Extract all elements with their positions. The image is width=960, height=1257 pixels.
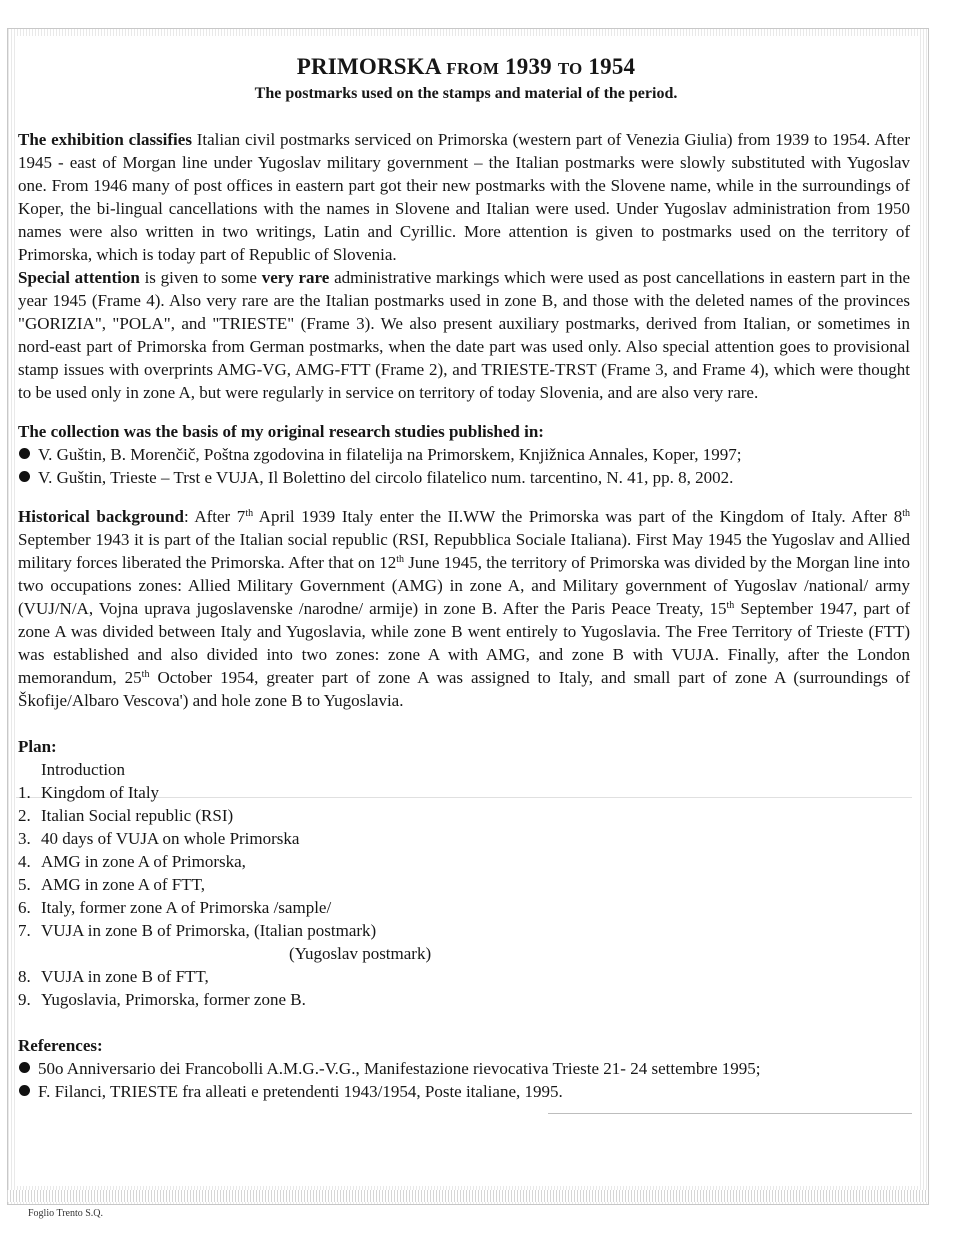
references-divider bbox=[548, 1113, 912, 1114]
plan-item: 3. 40 days of VUJA on whole Primorska bbox=[18, 829, 300, 848]
intro-paragraph: The exhibition classifies Italian civil postmarks serviced on Primorska (western part of Venezia Giulia) from 1939 to 1954. After 1945 - east of Morgan line under Yugoslav military government – the Italian postmarks were slowly substituted with Yugoslav one. From 1946 many of post offices in eastern part got their new postmarks with the Slovene name, while in the surroundings of Koper, the bi-lingual cancellations with the names in Slovene and Italian were used. Under Yugoslav administration from 1950 names were also written in two writings, Latin and Cyrillic. More attention is given to postmarks used on the territory of Primorska, which is today part of Republic of Slovenia. bbox=[18, 130, 910, 264]
bullet-icon bbox=[19, 1085, 30, 1096]
collection-section bbox=[18, 420, 910, 489]
list-item: V. Guštin, B. Morenčič, Poštna zgodovina in filatelija na Primorskem, Knjižnica Annales, Koper, 1997; bbox=[18, 443, 910, 466]
plan-item: 4. AMG in zone A of Primorska, bbox=[18, 852, 246, 871]
list-item: F. Filanci, TRIESTE fra alleati e pretendenti 1943/1954, Poste italiane, 1995. bbox=[18, 1080, 910, 1103]
main-content bbox=[18, 128, 910, 1103]
special-attention-paragraph: Special attention is given to some very rare administrative markings which were used as post cancellations in eastern part in the year 1945 (Frame 4). Also very rare are the Italian postmarks used in zone B, and those with the deleted names of the provinces "GORIZIA", "POLA", and "TRIESTE" (Frame 3). We also present auxiliary postmarks, derived from Italian, or sometimes in nord-east part of Primorska from German postmarks, when the date part was used only. Also special attention goes to provisional stamp issues with overprints AMG-VG, AMG-FTT (Frame 2), and TRIESTE-TRST (Frame 3, and Frame 4), which were thought to be used only in zone A, but were regularly in service on territory of today Slovenia, and are also very rare. bbox=[18, 268, 911, 402]
plan-section bbox=[18, 735, 910, 1011]
plan-item: 8. VUJA in zone B of FTT, bbox=[18, 967, 209, 986]
references-heading: References: bbox=[18, 1036, 103, 1055]
plan-item: 5. AMG in zone A of FTT, bbox=[18, 875, 206, 894]
page-subtitle: The postmarks used on the stamps and material of the period. bbox=[254, 85, 678, 102]
page-footer-note: Foglio Trento S.Q. bbox=[28, 1208, 104, 1219]
plan-item-note: (Yugoslav postmark) bbox=[289, 944, 432, 963]
plan-heading: Plan: bbox=[18, 737, 57, 756]
title-block bbox=[16, 54, 916, 103]
plan-item: 7. VUJA in zone B of Primorska, (Italian postmark) bbox=[18, 921, 377, 940]
page-title: PRIMORSKA FROM 1939 TO 1954 bbox=[296, 54, 636, 79]
list-item: 50o Anniversario dei Francobolli A.M.G.-V.G., Manifestazione rievocativa Trieste 21- 24 settembre 1995; bbox=[18, 1057, 910, 1080]
plan-item: 6. Italy, former zone A of Primorska /sample/ bbox=[18, 898, 332, 917]
bullet-icon bbox=[19, 1062, 30, 1073]
list-item: V. Guštin, Trieste – Trst e VUJA, Il Bolettino del circolo filatelico num. tarcentino, N. 41, pp. 8, 2002. bbox=[18, 466, 910, 489]
bullet-icon bbox=[19, 448, 30, 459]
references-section bbox=[18, 1034, 910, 1103]
collection-heading: The collection was the basis of my original research studies published in: bbox=[18, 422, 544, 441]
historical-background-paragraph: Historical background: After 7th April 1939 Italy enter the II.WW the Primorska was part of the Kingdom of Italy. After 8th September 1943 it is part of the Italian social republic (RSI, Repubblica Sociale Italiana). First May 1945 the Yugoslav and Allied military forces liberated the Primorska. After that on 12th June 1945, the territory of Primorska was divided by the Morgan line into two occupations zones: Allied Military Government (AMG) in zone A, and Military government of Yugoslav /national/ army (VUJ/N/A, Vojna uprava jugoslavenske /narodne/ armije) in zone B. After the Paris Peace Treaty, 15th September 1947, part of zone A was divided between Italy and Yugoslavia, while zone B went entirely to Yugoslavia. The Free Territory of Trieste (FTT) was established and also divided into two zones: zone A with AMG, and zone B with VUJA. Finally, after the London memorandum, 25th October 1954, greater part of zone A was assigned to Italy, and small part of zone A (surroundings of Škofije/Albaro Vescova') and hole zone B to Yugoslavia. bbox=[18, 507, 911, 710]
plan-intro: Introduction bbox=[41, 760, 126, 779]
bullet-icon bbox=[19, 471, 30, 482]
plan-item: 1. Kingdom of Italy bbox=[18, 783, 160, 802]
plan-item: 9. Yugoslavia, Primorska, former zone B. bbox=[18, 990, 306, 1009]
plan-item: 2. Italian Social republic (RSI) bbox=[18, 806, 234, 825]
page-bottom-strip bbox=[7, 1190, 927, 1202]
